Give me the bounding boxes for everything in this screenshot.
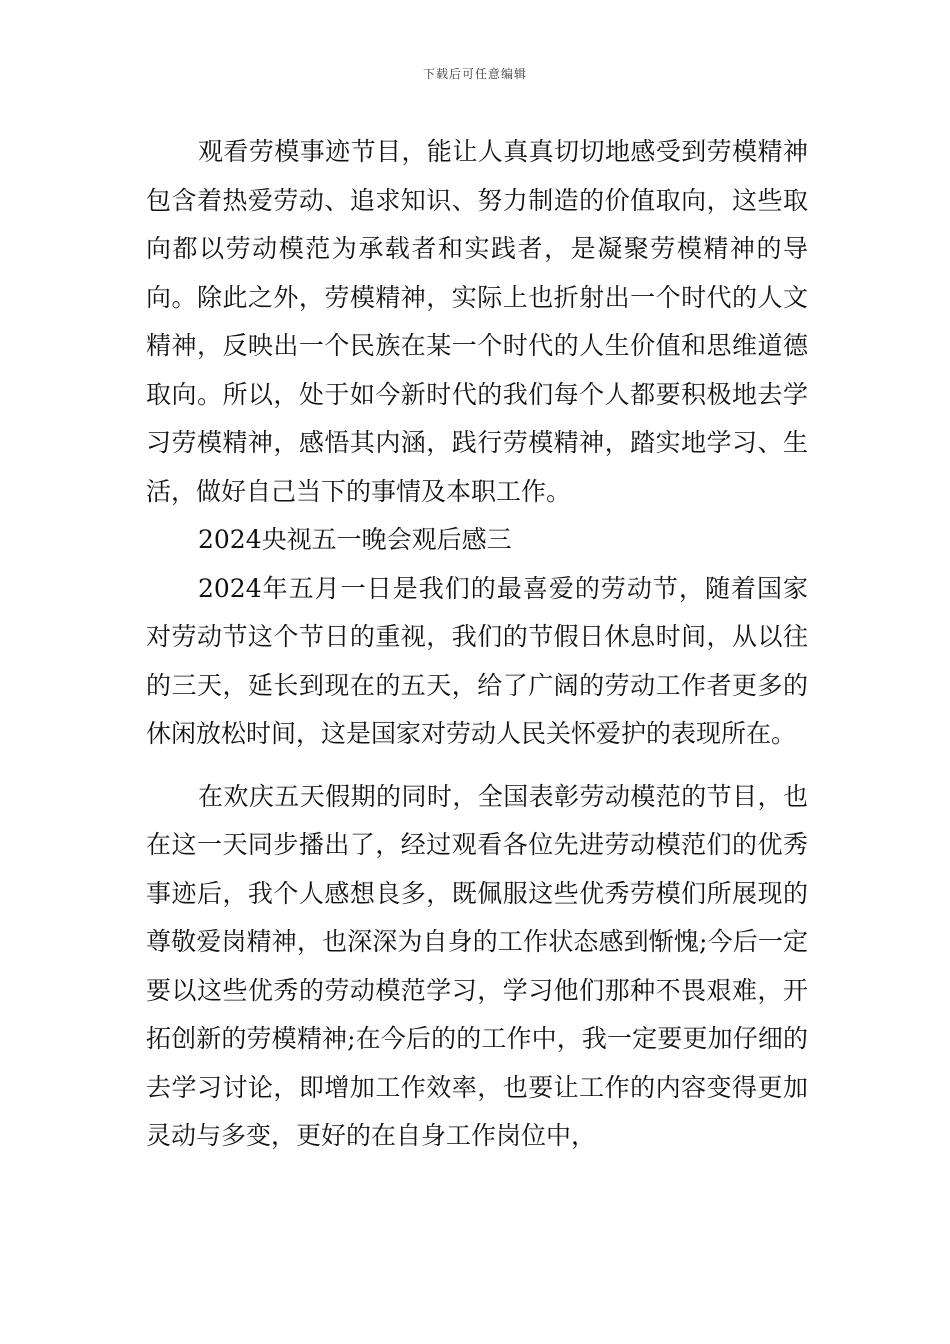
paragraph-gap xyxy=(146,759,808,773)
paragraph-3: 在欢庆五天假期的同时，全国表彰劳动模范的节目，也在这一天同步播出了，经过观看各位先进劳动模范们的优秀事迹后，我个人感想良多，既佩服这些优秀劳模们所展现的尊敬爱岗精神，也深深为自身的工作状态感到惭愧;今后一定要以这些优秀的劳动模范学习，学习他们那种不畏艰难，开拓创新的劳模精神;在今后的的工作中，我一定要更加仔细的去学习讨论，即增加工作效率，也要让工作的内容变得更加灵动与多变，更好的在自身工作岗位中， xyxy=(146,781,808,1150)
document-body xyxy=(146,128,808,1161)
section-heading: 2024央视五一晚会观后感三 xyxy=(198,525,512,554)
paragraph-2: 2024年五月一日是我们的最喜爱的劳动节，随着国家对劳动节这个节日的重视，我们的节假日休息时间，从以往的三天，延长到现在的五天，给了广阔的劳动工作者更多的休闲放松时间，这是国家对劳动人民关怀爱护的表现所在。 xyxy=(146,573,808,748)
paragraph-1: 观看劳模事迹节目，能让人真真切切地感受到劳模精神包含着热爱劳动、追求知识、努力制造的价值取向，这些取向都以劳动模范为承载者和实践者，是凝聚劳模精神的导向。除此之外，劳模精神，实际上也折射出一个时代的人文精神，反映出一个民族在某一个时代的人生价值和思维道德取向。所以，处于如今新时代的我们每个人都要积极地去学习劳模精神，感悟其内涵，践行劳模精神，踏实地学习、生活，做好自己当下的事情及本职工作。 xyxy=(146,137,808,506)
header-note: 下载后可任意编辑 xyxy=(422,67,527,81)
